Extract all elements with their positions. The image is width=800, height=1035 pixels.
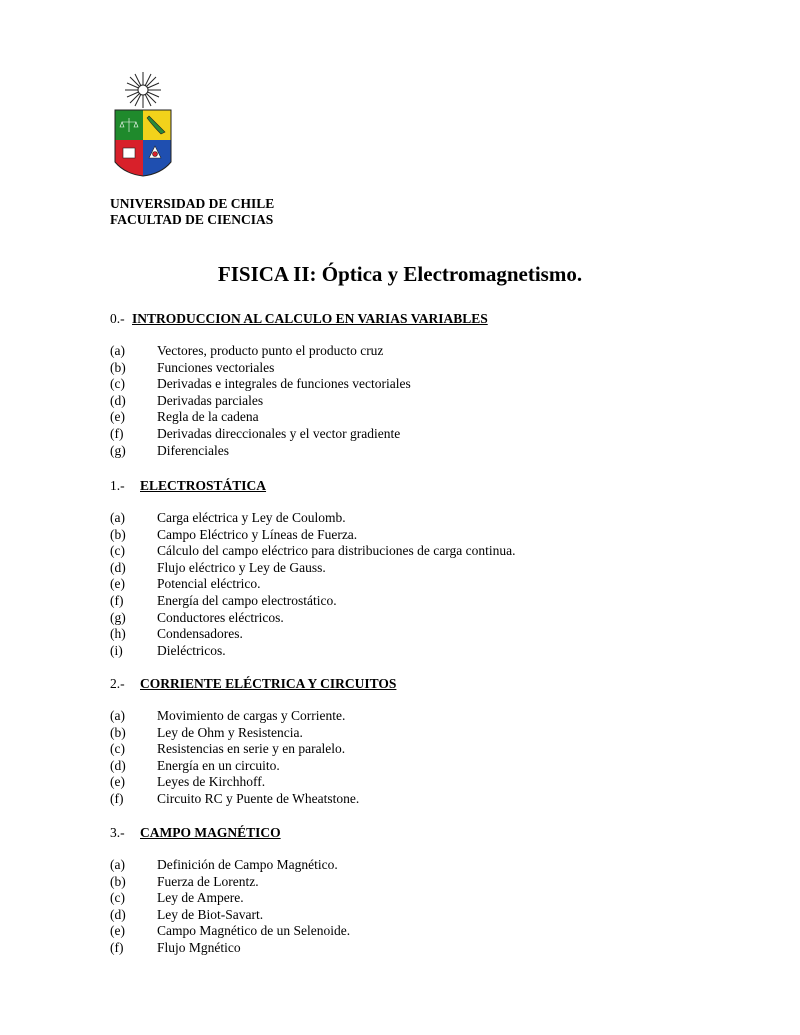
item-label: (c) <box>110 376 125 392</box>
item-text: Condensadores. <box>157 626 243 642</box>
item-label: (b) <box>110 724 126 740</box>
institution-header <box>110 196 274 228</box>
item-label: (d) <box>110 906 126 922</box>
item-label: (a) <box>110 510 125 525</box>
item-text: Flujo Mgnético <box>157 939 241 955</box>
item-label: (a) <box>110 343 125 358</box>
list-item <box>110 527 710 544</box>
item-label: (d) <box>110 392 126 408</box>
item-text: Ley de Ampere. <box>157 890 244 906</box>
item-label: (b) <box>110 359 126 375</box>
faculty-name: FACULTAD DE CIENCIAS <box>110 212 274 227</box>
section-number: 1.- <box>110 478 125 493</box>
item-label: (f) <box>110 790 124 806</box>
list-item <box>110 343 710 360</box>
document-title: FISICA II: Óptica y Electromagnetismo. <box>217 262 583 286</box>
section-items <box>110 343 710 459</box>
list-item <box>110 791 710 808</box>
list-item <box>110 360 710 377</box>
list-item <box>110 610 710 627</box>
item-label: (c) <box>110 890 125 906</box>
item-text: Energía en un circuito. <box>157 757 280 773</box>
section-title: INTRODUCCION AL CALCULO EN VARIAS VARIABLES <box>132 311 488 326</box>
item-text: Ley de Ohm y Resistencia. <box>157 724 303 740</box>
item-text: Diferenciales <box>157 442 229 458</box>
list-item <box>110 510 710 527</box>
list-item <box>110 560 710 577</box>
section-title: CORRIENTE ELÉCTRICA Y CIRCUITOS <box>140 676 397 691</box>
list-item <box>110 741 710 758</box>
item-text: Movimiento de cargas y Corriente. <box>157 708 346 723</box>
list-item <box>110 907 710 924</box>
list-item <box>110 725 710 742</box>
university-name: UNIVERSIDAD DE CHILE <box>110 196 275 211</box>
list-item <box>110 774 710 791</box>
item-label: (i) <box>110 642 123 658</box>
section-1 <box>110 477 710 659</box>
list-item <box>110 376 710 393</box>
item-text: Circuito RC y Puente de Wheatstone. <box>157 790 360 806</box>
item-label: (f) <box>110 939 124 955</box>
item-text: Derivadas e integrales de funciones vectoriales <box>157 376 411 392</box>
list-item <box>110 543 710 560</box>
section-2 <box>110 675 710 808</box>
item-text: Derivadas direccionales y el vector gradiente <box>157 425 401 441</box>
item-text: Resistencias en serie y en paralelo. <box>157 741 346 757</box>
list-item <box>110 626 710 643</box>
list-item <box>110 426 710 443</box>
list-item <box>110 940 710 957</box>
section-number: 3.- <box>110 825 125 840</box>
university-logo <box>111 70 175 180</box>
section-title: ELECTROSTÁTICA <box>140 478 267 493</box>
item-text: Fuerza de Lorentz. <box>157 873 259 889</box>
list-item <box>110 758 710 775</box>
list-item <box>110 643 710 660</box>
section-items <box>110 708 710 808</box>
item-label: (f) <box>110 592 124 608</box>
section-number: 0.- <box>110 311 125 326</box>
section-title: CAMPO MAGNÉTICO <box>140 825 281 840</box>
list-item <box>110 576 710 593</box>
shield-icon <box>115 110 171 176</box>
item-label: (g) <box>110 442 126 458</box>
list-item <box>110 443 710 460</box>
item-text: Derivadas parciales <box>157 392 264 408</box>
item-text: Campo Magnético de un Selenoide. <box>157 923 351 939</box>
list-item <box>110 409 710 426</box>
item-text: Conductores eléctricos. <box>157 609 284 625</box>
item-label: (h) <box>110 626 126 642</box>
list-item <box>110 874 710 891</box>
item-text: Flujo eléctrico y Ley de Gauss. <box>157 559 326 575</box>
item-text: Ley de Biot-Savart. <box>157 906 264 922</box>
item-label: (e) <box>110 774 125 790</box>
list-item <box>110 708 710 725</box>
section-heading <box>110 824 710 841</box>
item-label: (f) <box>110 425 124 441</box>
item-text: Campo Eléctrico y Líneas de Fuerza. <box>157 526 358 542</box>
item-label: (b) <box>110 873 126 889</box>
item-label: (g) <box>110 609 126 625</box>
item-text: Leyes de Kirchhoff. <box>157 774 266 790</box>
item-text: Dieléctricos. <box>157 642 226 658</box>
item-text: Regla de la cadena <box>157 409 259 425</box>
item-text: Carga eléctrica y Ley de Coulomb. <box>157 510 346 525</box>
list-item <box>110 593 710 610</box>
item-label: (e) <box>110 409 125 425</box>
section-items <box>110 510 710 659</box>
item-text: Funciones vectoriales <box>157 359 275 375</box>
item-label: (a) <box>110 708 125 723</box>
item-label: (b) <box>110 526 126 542</box>
section-heading <box>110 675 710 692</box>
item-label: (a) <box>110 857 125 872</box>
section-3 <box>110 824 710 957</box>
list-item <box>110 923 710 940</box>
item-label: (d) <box>110 757 126 773</box>
list-item <box>110 857 710 874</box>
item-label: (d) <box>110 559 126 575</box>
section-0 <box>110 310 710 459</box>
item-text: Potencial eléctrico. <box>157 576 261 592</box>
item-label: (e) <box>110 923 125 939</box>
section-heading <box>110 477 710 494</box>
item-text: Definición de Campo Magnético. <box>157 857 338 872</box>
item-label: (c) <box>110 543 125 559</box>
item-label: (e) <box>110 576 125 592</box>
section-heading <box>110 310 710 327</box>
list-item <box>110 890 710 907</box>
item-text: Vectores, producto punto el producto cruz <box>157 343 384 358</box>
item-label: (c) <box>110 741 125 757</box>
item-text: Cálculo del campo eléctrico para distribuciones de carga continua. <box>157 543 516 559</box>
section-items <box>110 857 710 957</box>
list-item <box>110 393 710 410</box>
item-text: Energía del campo electrostático. <box>157 592 337 608</box>
section-number: 2.- <box>110 676 125 691</box>
